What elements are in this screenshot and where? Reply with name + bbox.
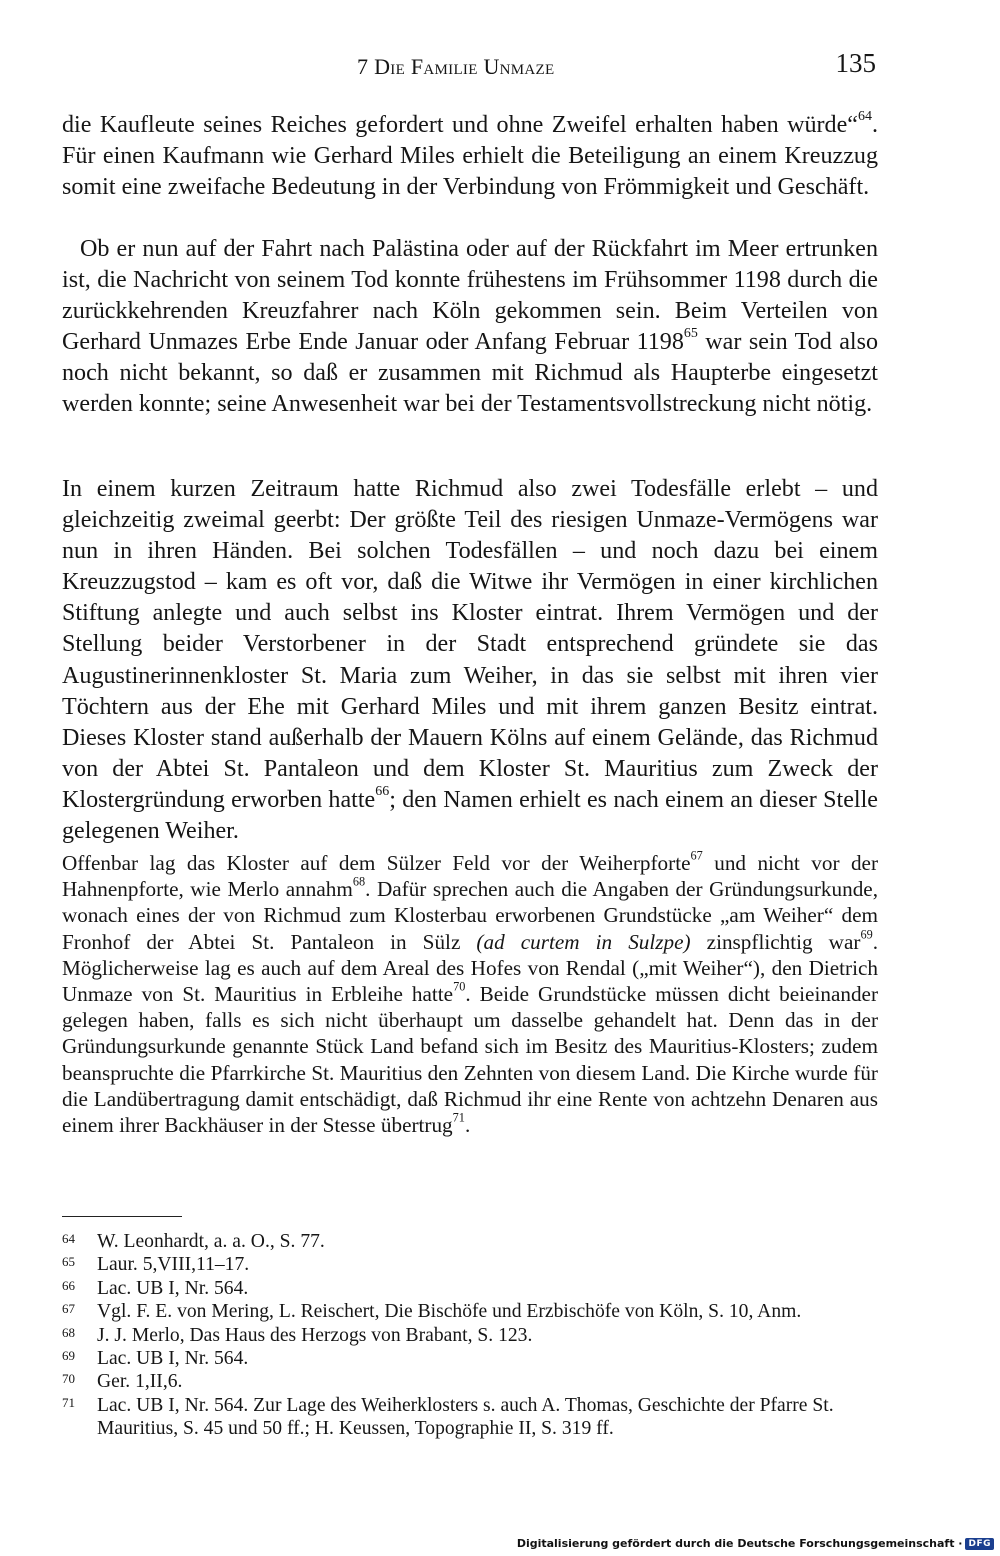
paragraph-1 [62,110,878,203]
footnote [62,1300,882,1323]
paragraph-3-text-b: ; den Namen erhielt es nach einem an dieser Stelle gelegenen Weiher. [62,786,878,845]
footnote-number: 69 [62,1348,75,1364]
footnotes [62,1230,882,1441]
footnote [62,1370,882,1393]
footnote [62,1347,882,1370]
footnote-ref-69[interactable]: 69 [860,927,873,942]
page-number: 135 [835,48,876,78]
footnote-text: Ger. 1,II,6. [97,1371,183,1393]
footnote-ref-68[interactable]: 68 [352,874,366,889]
running-head: 7 Die Familie Unmaze [357,54,555,79]
footnote-number: 70 [62,1371,75,1387]
paragraph-2-text-b: war sein Tod also noch nicht bekannt, so daß er zusammen mit Richmud als Haupterbe eingesetzt werden konnte; seine Anwesenheit war bei der Testamentsvollstreckung nicht nötig. [62,329,879,418]
footnote-text: Laur. 5,VIII,11–17. [97,1254,250,1276]
footnote-number: 71 [62,1394,75,1410]
footnote-text: J. J. Merlo, Das Haus des Herzogs von Brabant, S. 123. [97,1324,533,1346]
page-header [62,46,880,86]
paragraph-2 [62,234,878,421]
footnote [62,1394,882,1441]
footnote-text: Lac. UB I, Nr. 564. Zur Lage des Weiherklosters s. auch A. Thomas, Geschichte der Pfarre St. Mauritius, S. 45 und 50 ff.; H. Keussen, Topographie II, S. 319 ff. [97,1394,834,1440]
paragraph-1-text-a: die Kaufleute seines Reiches gefordert und ohne Zweifel erhalten haben würde“ [62,112,858,138]
footnote-number: 65 [62,1254,75,1270]
footnote-number: 64 [62,1231,75,1246]
dfg-logo: DFG [965,1538,994,1550]
paragraph-4-text-e: . Möglicherweise lag es auch auf dem Areal des Hofes von Rendal („mit Weiher“), den Dietrich Unmaze von St. Mauritius in Erbleihe hatte [62,929,879,1007]
footnote-text: Lac. UB I, Nr. 564. [97,1277,249,1299]
paragraph-4-text-g: . [464,1113,471,1138]
footnote-number: 66 [62,1277,75,1293]
footnote-divider [62,1216,182,1217]
footnote-ref-66[interactable]: 66 [375,784,390,800]
paragraph-1-text-b: . Für einen Kaufmann wie Gerhard Miles erhielt die Beteiligung an einem Kreuzzug somit eine zweifache Bedeutung in der Verbindung von Frömmigkeit und Geschäft. [62,112,878,201]
footnote [62,1277,882,1300]
footnote-ref-71[interactable]: 71 [452,1110,465,1125]
footnote-ref-70[interactable]: 70 [453,979,466,994]
paragraph-4-text-d: zinspflichtig war [690,929,861,954]
paragraph-4-text-c: . Dafür sprechen auch die Angaben der Gründungsurkunde, wonach eines der von Richmud zum Klosterbau erworbenen Grundstücke „am Weiher“ dem Fronhof der Abtei St. Pantaleon in Sülz [62,877,878,954]
paragraph-3-text-a: In einem kurzen Zeitraum hatte Richmud also zwei Todesfälle erlebt – und gleichzeitig zweimal geerbt: Der größte Teil des riesigen Unmaze-Vermögens war nun in ihren Händen. Bei solchen Todesfällen – und noch dazu bei einem Kreuzzugstod – kam es oft vor, daß die Witwe ihr Vermögen in einer kirchlichen Stiftung anlegte und auch selbst ins Kloster eintrat. Ihrem Vermögen und der Stellung beider Verstorbener in der Stadt entsprechend gründete sie das Augustinerinnenkloster St. Maria zum Weiher, in das sie selbst mit ihren vier Töchtern aus der Ehe mit Gerhard Miles und mit ihrem ganzen Besitz eintrat. Dieses Kloster stand außerhalb der Mauern Kölns auf einem Gelände, das Richmud von der Abtei St. Pantaleon und dem Kloster St. Mauritius zum Zweck der Klostergründung erworben hatte [62,476,878,813]
footnote-number: 68 [62,1324,75,1340]
footnote [62,1230,882,1253]
footnote-number: 67 [62,1301,75,1317]
credit-text: Digitalisierung gefördert durch die Deutsche Forschungsgemeinschaft · [516,1537,963,1550]
footnote-ref-65[interactable]: 65 [683,326,698,342]
paragraph-4 [62,850,878,1138]
paragraph-2-text-a: Ob er nun auf der Fahrt nach Palästina oder auf der Rückfahrt im Meer ertrunken ist, die Nachricht von seinem Tod konnte frühestens im Frühsommer 1198 durch die zurückkehrenden Kreuzfahrer nach Köln gekommen sein. Beim Verteilen von Gerhard Unmazes Erbe Ende Januar oder Anfang Februar 1198 [62,236,878,356]
latin-quote: (ad curtem in Sulzpe) [476,929,691,954]
digitization-credit [517,1537,994,1550]
paragraph-4-text-a: Offenbar lag das Kloster auf dem Sülzer Feld vor der Weiherpforte [62,851,691,875]
paragraph-4-text-b: und nicht vor der Hahnenpforte, wie Merlo annahm [62,851,878,902]
footnote [62,1253,882,1276]
footnote-text: Lac. UB I, Nr. 564. [97,1348,249,1370]
footnote-ref-64[interactable]: 64 [858,109,872,125]
footnote-ref-67[interactable]: 67 [690,848,703,863]
paragraph-4-text-f: . Beide Grundstücke müssen dicht beieinander gelegen haben, falls es sich nicht überhaupt um dasselbe gehandelt hat. Denn das in der Gründungsurkunde genannte Stück Land befand sich im Besitz des Mauritius-Klosters; zudem beanspruchte die Pfarrkirche St. Mauritius den Zehnten von diesem Land. Die Kirche wurde für die Landübertragung damit entschädigt, daß Richmud ihr eine Rente von achtzehn Denaren aus einem ihrer Backhäuser in der Stesse übertrug [62,982,878,1138]
footnote-text: W. Leonhardt, a. a. O., S. 77. [97,1231,325,1252]
paragraph-3 [62,474,878,847]
footnote [62,1324,882,1347]
footnote-text: Vgl. F. E. von Mering, L. Reischert, Die Bischöfe und Erzbischöfe von Köln, S. 10, Anm. [97,1301,802,1323]
